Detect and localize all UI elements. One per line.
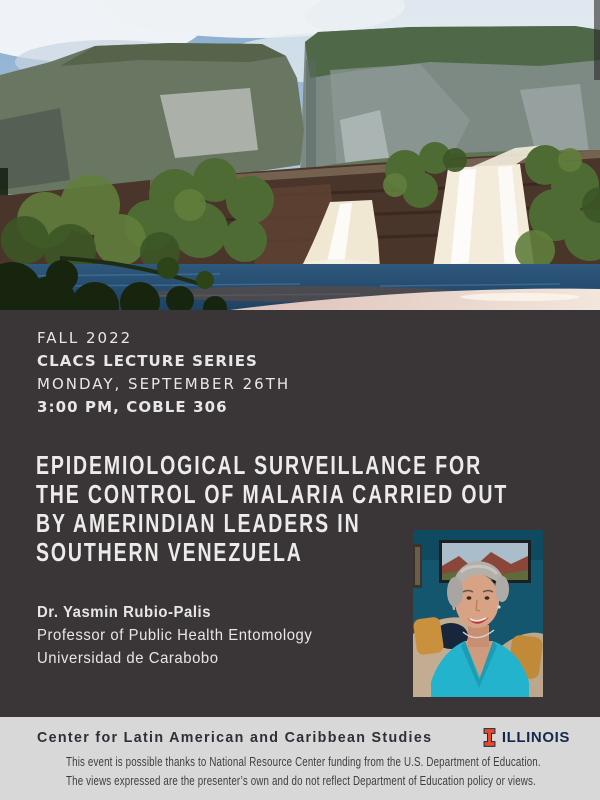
footer-title-row — [0, 717, 600, 748]
illinois-logo-text: ILLINOIS — [501, 729, 570, 746]
illinois-logo — [482, 727, 570, 748]
event-series: CLACS LECTURE SERIES — [37, 352, 258, 370]
hero-photo — [0, 0, 600, 310]
event-date: MONDAY, SEPTEMBER 26TH — [37, 375, 291, 393]
block-i-icon — [482, 727, 497, 748]
waterfall-landscape-illustration — [0, 0, 600, 310]
speaker-title: Professor of Public Health Entomology — [37, 627, 313, 644]
talk-title-line-1: EPIDEMIOLOGICAL SURVEILLANCE FOR — [36, 450, 483, 480]
footer — [0, 717, 600, 800]
disclaimer-line-1: This event is possible thanks to National Resource Center funding from the U.S. Department of Education. — [66, 755, 541, 769]
speaker-affiliation: Universidad de Carabobo — [37, 650, 219, 667]
speaker-name: Dr. Yasmin Rubio-Palis — [37, 604, 212, 621]
speaker-portrait-illustration — [413, 530, 543, 697]
speaker-info — [37, 601, 333, 670]
event-details — [37, 327, 290, 419]
event-time-location: 3:00 PM, COBLE 306 — [37, 398, 228, 416]
talk-title-line-4: SOUTHERN VENEZUELA — [36, 537, 303, 567]
talk-title-line-3: BY AMERINDIAN LEADERS IN — [36, 508, 361, 538]
disclaimer-line-2: The views expressed are the presenter’s own and do not reflect Department of Education policy or views. — [66, 774, 536, 788]
event-season: FALL 2022 — [37, 329, 133, 347]
talk-title-line-2: THE CONTROL OF MALARIA CARRIED OUT — [36, 479, 509, 509]
center-name: Center for Latin American and Caribbean Studies — [37, 729, 433, 746]
speaker-photo — [413, 530, 543, 697]
funding-disclaimer — [0, 753, 600, 791]
